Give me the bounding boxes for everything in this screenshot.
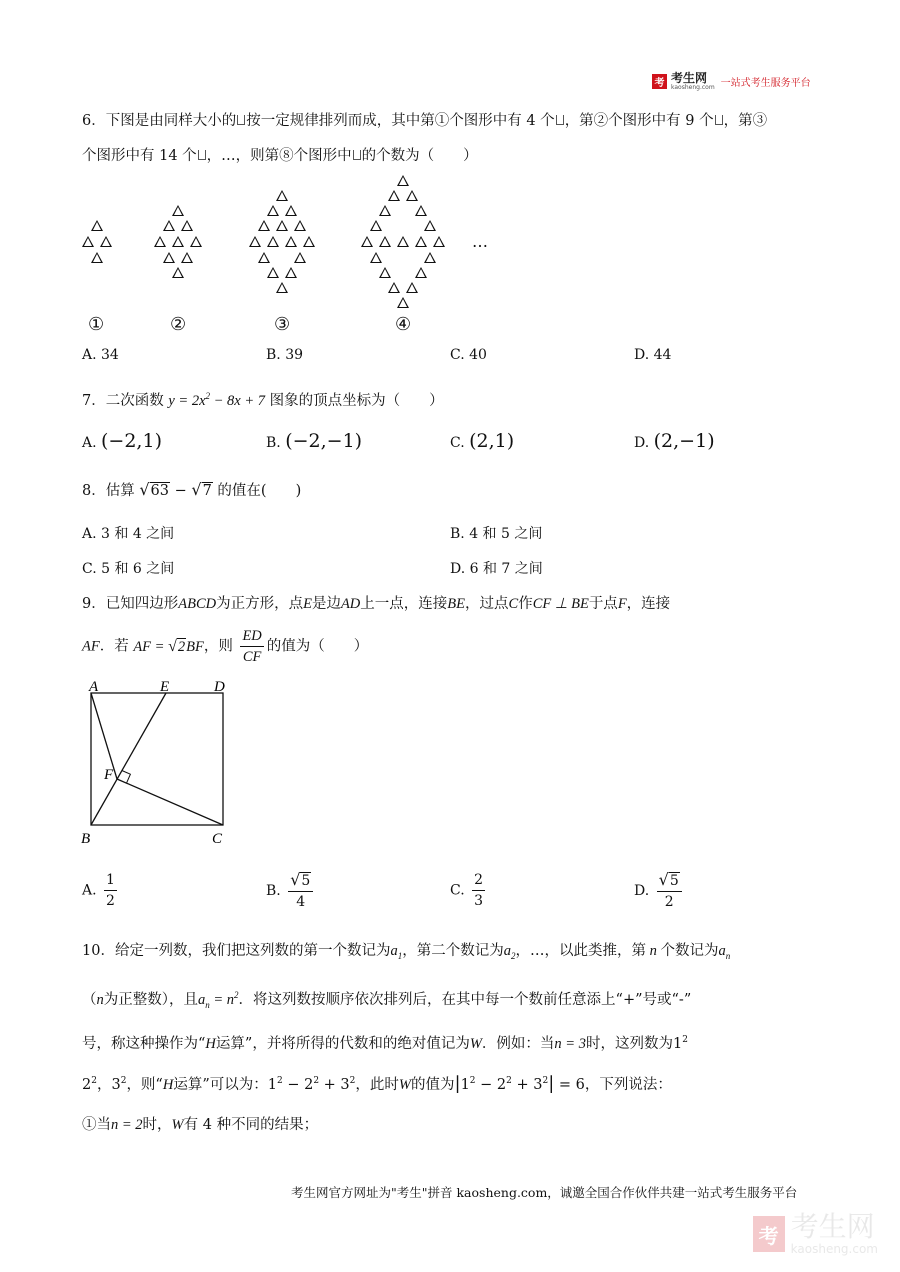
triangle-icon bbox=[370, 220, 382, 231]
triangle-icon bbox=[91, 220, 103, 231]
q6-option-c[interactable]: C. 40 bbox=[450, 347, 487, 363]
q6-stem-line2 bbox=[82, 146, 478, 166]
q6-fig-label-3: ③ bbox=[274, 314, 291, 335]
triangle-icon bbox=[181, 252, 193, 263]
q9-option-c[interactable]: C. $\frac{2}{3}$ bbox=[450, 872, 484, 909]
q10-text: 时，这列数为 bbox=[585, 1035, 673, 1052]
option-label: A. bbox=[82, 882, 97, 899]
option-label: A. bbox=[82, 435, 97, 451]
option-label: D. bbox=[634, 883, 650, 899]
q10-text: 的值为 bbox=[410, 1076, 455, 1093]
q6-option-b[interactable]: B. 39 bbox=[266, 347, 304, 363]
triangle-icon bbox=[249, 236, 261, 247]
point-e: E bbox=[160, 679, 170, 695]
segment-be bbox=[91, 693, 166, 825]
q10-stem-line2: （n为正整数），且$a_n = n^2$．将这列数按顺序依次排列后，在其中每一个数前任意添上“+”号或“-” bbox=[82, 990, 692, 1010]
q9-text: 是边 bbox=[311, 596, 341, 612]
q9-text: ，过点 bbox=[465, 596, 509, 612]
q9-stem-line2: AF．若 AF = √2BF，则 $\frac{ED}{CF}$ 的值为（ ） bbox=[82, 628, 369, 665]
triangle-icon bbox=[172, 205, 184, 216]
option-label: C. bbox=[450, 435, 465, 451]
triangle-icon bbox=[276, 220, 288, 231]
option-label: C. bbox=[450, 882, 465, 899]
triangle-icon bbox=[294, 220, 306, 231]
logo-text-block bbox=[671, 72, 715, 91]
triangle-icon bbox=[163, 220, 175, 231]
q8-option-a[interactable]: A. 3 和 4 之间 bbox=[82, 526, 175, 542]
q6-fig-label-4: ④ bbox=[395, 314, 412, 335]
triangle-icon bbox=[172, 267, 184, 278]
option-value: (2,−1) bbox=[653, 430, 715, 452]
q7-stem bbox=[82, 386, 444, 411]
triangle-icon bbox=[258, 252, 270, 263]
triangle-icon bbox=[181, 220, 193, 231]
logo-mark-icon: 考 bbox=[652, 74, 667, 89]
q7-option-a[interactable] bbox=[82, 430, 162, 452]
triangle-icon bbox=[370, 252, 382, 263]
q9-stem-line1: 9．已知四边形ABCD为正方形，点E是边AD上一点，连接BE，过点C作CF ⊥ BE于点F，连接 bbox=[82, 596, 671, 612]
triangle-placeholder-icon bbox=[198, 150, 206, 160]
triangle-icon bbox=[154, 236, 166, 247]
logo-domain: kaosheng.com bbox=[671, 84, 715, 91]
q9-text: 作 bbox=[518, 596, 533, 612]
q9-option-b[interactable]: B. $\frac{√5}{4}$ bbox=[266, 870, 316, 912]
point-b: B bbox=[81, 831, 91, 847]
header-logo bbox=[652, 72, 811, 91]
triangle-icon bbox=[415, 236, 427, 247]
right-angle-mark bbox=[122, 771, 130, 783]
q10-text: ①当 bbox=[82, 1117, 111, 1133]
q10-stem-line4: $2^2$，$3^2$，则“H运算”可以为：$1^2 - 2^2 + 3^2$，此时W的值为$|1^2 - 2^2 + 3^2| = 6$，下列说法： bbox=[82, 1072, 672, 1094]
q6-text: 按一定规律排列而成，其中第①个图形中有 4 个 bbox=[246, 113, 555, 129]
triangle-icon bbox=[424, 220, 436, 231]
q6-text: 6．下图是由同样大小的 bbox=[82, 113, 237, 129]
q9-option-d[interactable]: D. $\frac{√5}{2}$ bbox=[634, 870, 685, 912]
q8-option-c[interactable]: C. 5 和 6 之间 bbox=[82, 561, 175, 577]
q10-text: 10．给定一列数，我们把这列数的第一个数记为 bbox=[82, 943, 391, 959]
triangle-icon bbox=[379, 205, 391, 216]
q10-text: 运算”，并将所得的代数和的绝对值记为 bbox=[215, 1035, 470, 1052]
triangle-icon bbox=[397, 175, 409, 186]
triangle-placeholder-icon bbox=[353, 150, 361, 160]
option-label: B. bbox=[266, 435, 281, 451]
segment-cf bbox=[117, 779, 223, 825]
watermark-logo bbox=[753, 1212, 878, 1256]
q9-text: 于点 bbox=[588, 596, 618, 612]
watermark-text bbox=[791, 1212, 878, 1256]
triangle-placeholder-icon bbox=[556, 115, 564, 125]
q10-text: 为正整数），且 bbox=[103, 991, 198, 1008]
triangle-icon bbox=[361, 236, 373, 247]
triangle-placeholder-icon bbox=[237, 115, 245, 125]
q6-text: ，第②个图形中有 9 个 bbox=[564, 113, 714, 129]
q10-text: 时， bbox=[142, 1117, 172, 1133]
watermark-mark-icon: 考 bbox=[753, 1216, 785, 1252]
watermark-name: 考生网 bbox=[790, 1210, 875, 1243]
q6-ellipsis: … bbox=[472, 232, 488, 251]
triangle-icon bbox=[91, 252, 103, 263]
q10-text: 有 4 种不同的结果； bbox=[183, 1117, 319, 1133]
q10-text: ．将这列数按顺序依次排列后，在其中每一个数前任意添上“+”号或“-” bbox=[238, 991, 692, 1008]
q9-fraction-ed-cf: $\frac{ED}{CF}$ bbox=[242, 628, 262, 665]
q9-text: ，连接 bbox=[626, 596, 671, 612]
triangle-icon bbox=[276, 190, 288, 201]
q10-text: （ bbox=[82, 991, 97, 1008]
triangle-icon bbox=[190, 236, 202, 247]
logo-slogan: 一站式考生服务平台 bbox=[720, 78, 811, 89]
point-d: D bbox=[214, 679, 225, 695]
triangle-icon bbox=[285, 236, 297, 247]
triangle-icon bbox=[415, 267, 427, 278]
triangle-icon bbox=[433, 236, 445, 247]
q8-option-b[interactable]: B. 4 和 5 之间 bbox=[450, 526, 543, 542]
q6-fig-label-1: ① bbox=[88, 314, 105, 335]
triangle-icon bbox=[388, 190, 400, 201]
q6-text: 的个数为（ ） bbox=[361, 148, 478, 164]
q10-stem-line5: ①当n = 2时，W有 4 种不同的结果； bbox=[82, 1117, 319, 1133]
triangle-icon bbox=[388, 282, 400, 293]
option-value: (−2,−1) bbox=[285, 430, 363, 452]
triangle-icon bbox=[276, 282, 288, 293]
q9-text: 的值为（ ） bbox=[266, 638, 369, 655]
triangle-placeholder-icon bbox=[715, 115, 723, 125]
triangle-icon bbox=[397, 297, 409, 308]
q9-option-a[interactable]: A. $\frac{1}{2}$ bbox=[82, 872, 115, 909]
triangle-icon bbox=[172, 236, 184, 247]
point-f: F bbox=[104, 767, 114, 783]
q9-text: ．若 bbox=[99, 638, 129, 655]
q10-text: ，此时 bbox=[355, 1076, 399, 1093]
q10-text: ，…，以此类推，第 bbox=[515, 943, 646, 959]
option-value: (2,1) bbox=[469, 430, 515, 452]
triangle-icon bbox=[379, 236, 391, 247]
watermark-domain: kaosheng.com bbox=[790, 1242, 878, 1256]
triangle-icon bbox=[285, 205, 297, 216]
point-a: A bbox=[89, 679, 99, 695]
q6-text: ，…，则第⑧个图形中 bbox=[206, 148, 352, 164]
q6-fig-label-2: ② bbox=[170, 314, 187, 335]
q7-text: 图象的顶点坐标为（ ） bbox=[269, 392, 444, 409]
q7-function: $y = 2x^2 - 8x + 7$ bbox=[168, 391, 266, 409]
q6-stem-line1 bbox=[82, 111, 767, 131]
q10-text: ，第二个数记为 bbox=[402, 943, 504, 959]
q6-text: ，第③ bbox=[723, 113, 768, 129]
q6-text: 个图形中有 14 个 bbox=[82, 148, 197, 164]
triangle-icon bbox=[397, 236, 409, 247]
q10-text: ， bbox=[96, 1076, 112, 1093]
q10-text: 运算”可以为： bbox=[173, 1076, 268, 1093]
triangle-icon bbox=[285, 267, 297, 278]
q7-option-b[interactable] bbox=[266, 430, 362, 452]
triangle-icon bbox=[406, 282, 418, 293]
option-label: D. bbox=[634, 435, 650, 451]
triangle-icon bbox=[424, 252, 436, 263]
q8-expression: √63 − √7 bbox=[139, 480, 212, 499]
q8-option-d[interactable]: D. 6 和 7 之间 bbox=[450, 561, 543, 577]
q7-option-c[interactable] bbox=[450, 430, 514, 452]
triangle-icon bbox=[415, 205, 427, 216]
q9-text: 9．已知四边形 bbox=[82, 596, 179, 612]
triangle-icon bbox=[267, 267, 279, 278]
triangle-icon bbox=[163, 252, 175, 263]
q8-stem bbox=[82, 480, 301, 501]
q10-stem-line3: 号，称这种操作为“H运算”，并将所得的代数和的绝对值记为W．例如：当n = 3时，这列数为$1^2$ bbox=[82, 1035, 688, 1052]
triangle-icon bbox=[379, 267, 391, 278]
q7-option-d[interactable] bbox=[634, 430, 715, 452]
triangle-icon bbox=[406, 190, 418, 201]
logo-name: 考生网 bbox=[671, 71, 708, 85]
q10-text: ．例如：当 bbox=[481, 1035, 555, 1052]
q10-text: ，则“ bbox=[126, 1076, 163, 1093]
point-c: C bbox=[212, 831, 223, 847]
option-label: B. bbox=[266, 883, 281, 899]
q10-text: 号，称这种操作为“ bbox=[82, 1035, 206, 1052]
triangle-icon bbox=[82, 236, 94, 247]
q6-option-d[interactable]: D. 44 bbox=[634, 347, 672, 363]
q9-text: 上一点，连接 bbox=[360, 596, 448, 612]
q8-text: 的值在( ) bbox=[217, 483, 302, 499]
triangle-icon bbox=[267, 236, 279, 247]
triangle-icon bbox=[294, 252, 306, 263]
q9-text: ，则 bbox=[203, 638, 233, 655]
q6-option-a[interactable]: A. 34 bbox=[82, 347, 119, 363]
option-value: (−2,1) bbox=[101, 430, 162, 452]
q10-text: 个数记为 bbox=[660, 943, 719, 959]
triangle-icon bbox=[303, 236, 315, 247]
footer-text: 考生网官方网址为"考生"拼音 kaosheng.com，诚邀全国合作伙伴共建一站式考生服务平台 bbox=[291, 1185, 798, 1200]
q9-square-figure bbox=[78, 675, 238, 850]
q9-text: 为正方形，点 bbox=[216, 596, 304, 612]
q7-text: 7．二次函数 bbox=[82, 392, 164, 409]
q10-stem-line1: 10．给定一列数，我们把这列数的第一个数记为$a_1$，第二个数记为$a_2$，…，以此类推，第 n 个数记为$a_n$ bbox=[82, 943, 731, 961]
q10-text: ，下列说法： bbox=[584, 1076, 672, 1093]
triangle-icon bbox=[267, 205, 279, 216]
triangle-icon bbox=[258, 220, 270, 231]
q8-text: 8．估算 bbox=[82, 483, 135, 499]
triangle-icon bbox=[100, 236, 112, 247]
